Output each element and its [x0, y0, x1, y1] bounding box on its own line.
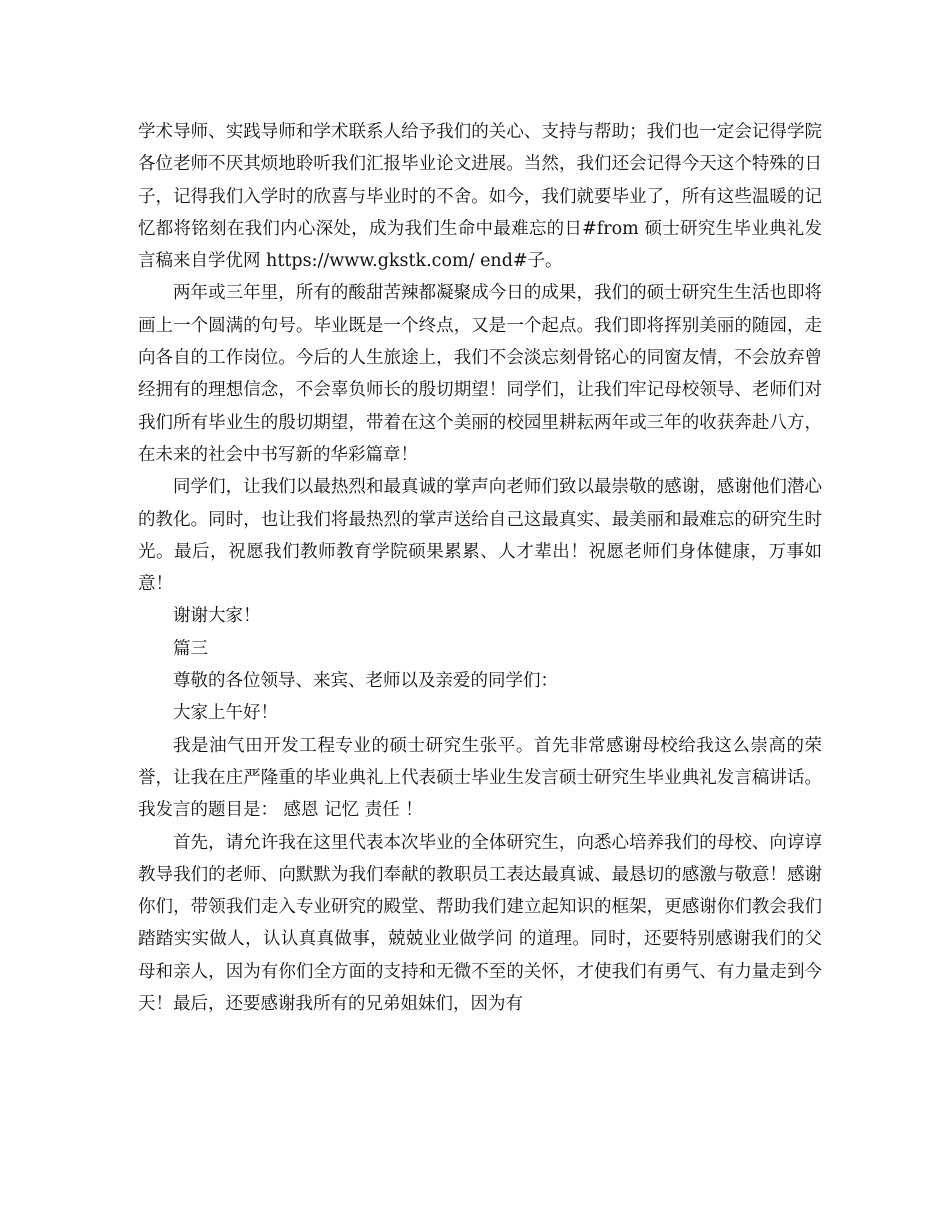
paragraph-3: 同学们，让我们以最热烈和最真诚的掌声向老师们致以最崇敬的感谢，感谢他们潜心的教化。同时，也让我们将最热烈的掌声送给自己这最真实、最美丽和最难忘的研究生时光。最后，祝愿我们教师教育学院硕果累累、人才辈出！祝愿老师们身体健康，万事如意！	[138, 477, 822, 595]
salutation: 尊敬的各位领导、来宾、老师以及亲爱的同学们：	[173, 671, 558, 692]
paragraph-gratitude: 首先，请允许我在这里代表本次毕业的全体研究生，向悉心培养我们的母校、向谆谆教导我们的老师、向默默为我们奉献的教职员工表达最真诚、最恳切的感激与敬意！感谢你们，带领我们走入专业研究的殿堂、帮助我们建立起知识的框架，更感谢你们教会我们 踏踏实实做人，认认真真做事，兢兢业业做学问 的道理。同时，还要特别感谢我们的父母和亲人，因为有你们全方面的支持和无微不至的关怀，才使我们有勇气、有力量走到今天！最后，还要感谢我所有的兄弟姐妹们，因为有	[138, 832, 822, 1015]
paragraph-intro: 我是油气田开发工程专业的硕士研究生张平。首先非常感谢母校给我这么崇高的荣誉，让我在庄严隆重的毕业典礼上代表硕士毕业生发言硕士研究生毕业典礼发言稿讲话。我发言的题目是： 感恩 记忆 责任 ！	[138, 735, 822, 821]
greeting: 大家上午好！	[173, 703, 278, 724]
paragraph-1: 学术导师、实践导师和学术联系人给予我们的关心、支持与帮助；我们也一定会记得学院各位老师不厌其烦地聆听我们汇报毕业论文进展。当然，我们还会记得今天这个特殊的日子，记得我们入学时的欣喜与毕业时的不舍。如今，我们就要毕业了，所有这些温暖的记忆都将铭刻在我们内心深处，成为我们生命中最难忘的日#from 硕士研究生毕业典礼发言稿来自学优网 https://www.gkstk.com/ end#子。	[138, 122, 822, 272]
paragraph-2: 两年或三年里，所有的酸甜苦辣都凝聚成今日的成果，我们的硕士研究生生活也即将画上一个圆满的句号。毕业既是一个终点，又是一个起点。我们即将挥别美丽的随园，走向各自的工作岗位。今后的人生旅途上，我们不会淡忘刻骨铭心的同窗友情，不会放弃曾经拥有的理想信念，不会辜负师长的殷切期望！同学们，让我们牢记母校领导、老师们对我们所有毕业生的殷切期望，带着在这个美丽的校园里耕耘两年或三年的收获奔赴八方，在未来的社会中书写新的华彩篇章！	[138, 283, 822, 465]
document-body	[138, 116, 822, 1020]
section-heading: 篇三	[173, 638, 208, 659]
paragraph-thanks: 谢谢大家！	[173, 606, 261, 627]
